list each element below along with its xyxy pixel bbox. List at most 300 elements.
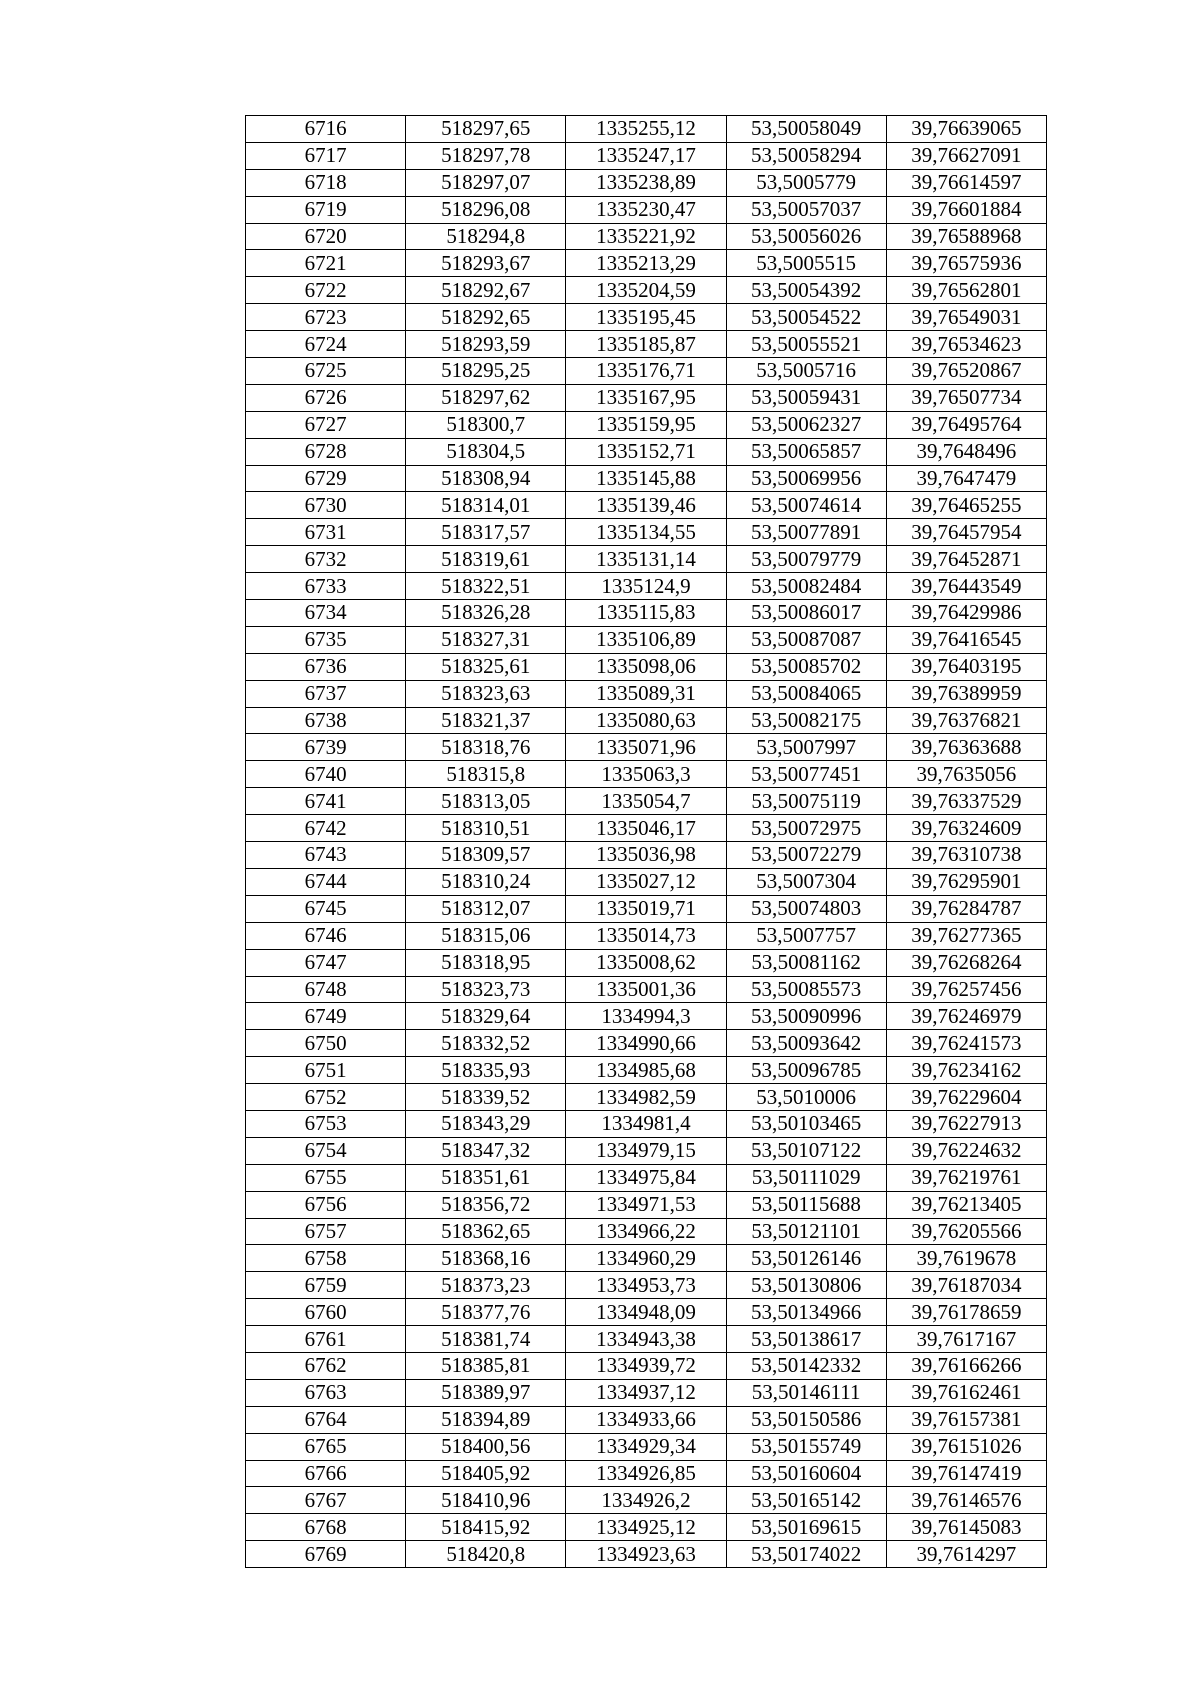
cell-longitude: 39,76178659 [886, 1299, 1046, 1326]
cell-latitude: 53,50093642 [726, 1030, 886, 1057]
cell-point-number: 6725 [246, 358, 406, 385]
cell-point-number: 6767 [246, 1487, 406, 1514]
cell-x-coordinate: 518293,59 [406, 331, 566, 358]
cell-latitude: 53,50074614 [726, 492, 886, 519]
cell-latitude: 53,50155749 [726, 1433, 886, 1460]
cell-y-coordinate: 1335080,63 [566, 707, 726, 734]
cell-x-coordinate: 518318,95 [406, 949, 566, 976]
cell-x-coordinate: 518297,07 [406, 169, 566, 196]
cell-y-coordinate: 1335027,12 [566, 868, 726, 895]
table-row [246, 492, 1047, 519]
table-row [246, 546, 1047, 573]
cell-x-coordinate: 518410,96 [406, 1487, 566, 1514]
cell-longitude: 39,76429986 [886, 600, 1046, 627]
cell-longitude: 39,76389959 [886, 680, 1046, 707]
cell-latitude: 53,50074803 [726, 895, 886, 922]
table-row [246, 815, 1047, 842]
table-row [246, 761, 1047, 788]
cell-longitude: 39,76147419 [886, 1460, 1046, 1487]
cell-latitude: 53,50065857 [726, 438, 886, 465]
cell-point-number: 6752 [246, 1084, 406, 1111]
cell-point-number: 6758 [246, 1245, 406, 1272]
cell-point-number: 6769 [246, 1541, 406, 1568]
cell-longitude: 39,76224632 [886, 1137, 1046, 1164]
cell-x-coordinate: 518323,63 [406, 680, 566, 707]
table-row [246, 626, 1047, 653]
cell-y-coordinate: 1334990,66 [566, 1030, 726, 1057]
cell-latitude: 53,50165142 [726, 1487, 886, 1514]
cell-point-number: 6744 [246, 868, 406, 895]
cell-point-number: 6765 [246, 1433, 406, 1460]
cell-x-coordinate: 518300,7 [406, 411, 566, 438]
cell-x-coordinate: 518405,92 [406, 1460, 566, 1487]
table-row [246, 1379, 1047, 1406]
cell-y-coordinate: 1335134,55 [566, 519, 726, 546]
cell-x-coordinate: 518394,89 [406, 1406, 566, 1433]
table-row [246, 1406, 1047, 1433]
cell-point-number: 6716 [246, 116, 406, 143]
cell-y-coordinate: 1335176,71 [566, 358, 726, 385]
cell-y-coordinate: 1335185,87 [566, 331, 726, 358]
cell-point-number: 6763 [246, 1379, 406, 1406]
cell-longitude: 39,76166266 [886, 1352, 1046, 1379]
cell-x-coordinate: 518315,8 [406, 761, 566, 788]
cell-longitude: 39,76229604 [886, 1084, 1046, 1111]
cell-latitude: 53,50085702 [726, 653, 886, 680]
cell-latitude: 53,50072279 [726, 842, 886, 869]
cell-x-coordinate: 518400,56 [406, 1433, 566, 1460]
cell-x-coordinate: 518343,29 [406, 1110, 566, 1137]
cell-x-coordinate: 518329,64 [406, 1003, 566, 1030]
cell-longitude: 39,76324609 [886, 815, 1046, 842]
cell-x-coordinate: 518309,57 [406, 842, 566, 869]
cell-y-coordinate: 1335098,06 [566, 653, 726, 680]
cell-latitude: 53,50142332 [726, 1352, 886, 1379]
cell-point-number: 6760 [246, 1299, 406, 1326]
table-row [246, 1487, 1047, 1514]
cell-longitude: 39,76145083 [886, 1514, 1046, 1541]
cell-latitude: 53,50057037 [726, 196, 886, 223]
cell-point-number: 6728 [246, 438, 406, 465]
cell-x-coordinate: 518339,52 [406, 1084, 566, 1111]
cell-point-number: 6721 [246, 250, 406, 277]
cell-x-coordinate: 518292,65 [406, 304, 566, 331]
cell-y-coordinate: 1335063,3 [566, 761, 726, 788]
table-row [246, 142, 1047, 169]
table-row [246, 1164, 1047, 1191]
cell-point-number: 6726 [246, 384, 406, 411]
cell-y-coordinate: 1335106,89 [566, 626, 726, 653]
table-row [246, 1514, 1047, 1541]
cell-point-number: 6734 [246, 600, 406, 627]
cell-point-number: 6753 [246, 1110, 406, 1137]
cell-latitude: 53,50169615 [726, 1514, 886, 1541]
table-row [246, 976, 1047, 1003]
table-row [246, 1299, 1047, 1326]
cell-y-coordinate: 1334971,53 [566, 1191, 726, 1218]
cell-x-coordinate: 518373,23 [406, 1272, 566, 1299]
cell-latitude: 53,5005515 [726, 250, 886, 277]
cell-point-number: 6768 [246, 1514, 406, 1541]
cell-latitude: 53,50056026 [726, 223, 886, 250]
cell-point-number: 6747 [246, 949, 406, 976]
cell-latitude: 53,50096785 [726, 1057, 886, 1084]
table-row [246, 1460, 1047, 1487]
cell-point-number: 6739 [246, 734, 406, 761]
cell-x-coordinate: 518308,94 [406, 465, 566, 492]
table-row [246, 411, 1047, 438]
cell-point-number: 6733 [246, 573, 406, 600]
cell-x-coordinate: 518294,8 [406, 223, 566, 250]
cell-point-number: 6723 [246, 304, 406, 331]
table-row [246, 600, 1047, 627]
table-row [246, 519, 1047, 546]
cell-longitude: 39,76246979 [886, 1003, 1046, 1030]
cell-latitude: 53,50126146 [726, 1245, 886, 1272]
cell-latitude: 53,50082175 [726, 707, 886, 734]
cell-y-coordinate: 1334937,12 [566, 1379, 726, 1406]
cell-latitude: 53,50054392 [726, 277, 886, 304]
cell-x-coordinate: 518304,5 [406, 438, 566, 465]
cell-latitude: 53,50055521 [726, 331, 886, 358]
cell-y-coordinate: 1335221,92 [566, 223, 726, 250]
cell-x-coordinate: 518415,92 [406, 1514, 566, 1541]
cell-x-coordinate: 518310,24 [406, 868, 566, 895]
cell-point-number: 6743 [246, 842, 406, 869]
cell-y-coordinate: 1335046,17 [566, 815, 726, 842]
cell-x-coordinate: 518356,72 [406, 1191, 566, 1218]
cell-latitude: 53,50054522 [726, 304, 886, 331]
cell-y-coordinate: 1335131,14 [566, 546, 726, 573]
cell-latitude: 53,50082484 [726, 573, 886, 600]
cell-point-number: 6724 [246, 331, 406, 358]
cell-x-coordinate: 518314,01 [406, 492, 566, 519]
cell-y-coordinate: 1335089,31 [566, 680, 726, 707]
table-row [246, 1137, 1047, 1164]
cell-latitude: 53,50107122 [726, 1137, 886, 1164]
cell-longitude: 39,76213405 [886, 1191, 1046, 1218]
cell-y-coordinate: 1335054,7 [566, 788, 726, 815]
cell-longitude: 39,76588968 [886, 223, 1046, 250]
table-row [246, 438, 1047, 465]
cell-latitude: 53,50111029 [726, 1164, 886, 1191]
cell-point-number: 6742 [246, 815, 406, 842]
cell-latitude: 53,50058049 [726, 116, 886, 143]
cell-x-coordinate: 518297,65 [406, 116, 566, 143]
cell-latitude: 53,50087087 [726, 626, 886, 653]
cell-x-coordinate: 518319,61 [406, 546, 566, 573]
cell-latitude: 53,50103465 [726, 1110, 886, 1137]
cell-point-number: 6722 [246, 277, 406, 304]
cell-point-number: 6737 [246, 680, 406, 707]
cell-x-coordinate: 518381,74 [406, 1326, 566, 1353]
cell-y-coordinate: 1335230,47 [566, 196, 726, 223]
table-row [246, 384, 1047, 411]
cell-x-coordinate: 518292,67 [406, 277, 566, 304]
cell-x-coordinate: 518368,16 [406, 1245, 566, 1272]
cell-longitude: 39,7635056 [886, 761, 1046, 788]
table-row [246, 868, 1047, 895]
cell-x-coordinate: 518296,08 [406, 196, 566, 223]
cell-latitude: 53,50146111 [726, 1379, 886, 1406]
cell-y-coordinate: 1334925,12 [566, 1514, 726, 1541]
table-row [246, 1541, 1047, 1568]
cell-longitude: 39,76376821 [886, 707, 1046, 734]
cell-x-coordinate: 518317,57 [406, 519, 566, 546]
cell-x-coordinate: 518295,25 [406, 358, 566, 385]
cell-x-coordinate: 518347,32 [406, 1137, 566, 1164]
cell-y-coordinate: 1335247,17 [566, 142, 726, 169]
cell-y-coordinate: 1335145,88 [566, 465, 726, 492]
cell-y-coordinate: 1334929,34 [566, 1433, 726, 1460]
cell-longitude: 39,7619678 [886, 1245, 1046, 1272]
table-row [246, 895, 1047, 922]
cell-y-coordinate: 1334923,63 [566, 1541, 726, 1568]
cell-y-coordinate: 1335139,46 [566, 492, 726, 519]
cell-y-coordinate: 1334979,15 [566, 1137, 726, 1164]
cell-point-number: 6764 [246, 1406, 406, 1433]
cell-longitude: 39,7614297 [886, 1541, 1046, 1568]
cell-point-number: 6757 [246, 1218, 406, 1245]
cell-latitude: 53,50062327 [726, 411, 886, 438]
cell-y-coordinate: 1334948,09 [566, 1299, 726, 1326]
cell-longitude: 39,76227913 [886, 1110, 1046, 1137]
table-row [246, 465, 1047, 492]
table-row [246, 1433, 1047, 1460]
cell-point-number: 6762 [246, 1352, 406, 1379]
cell-longitude: 39,76639065 [886, 116, 1046, 143]
cell-point-number: 6755 [246, 1164, 406, 1191]
cell-longitude: 39,76465255 [886, 492, 1046, 519]
cell-point-number: 6748 [246, 976, 406, 1003]
table-row [246, 1352, 1047, 1379]
cell-latitude: 53,50075119 [726, 788, 886, 815]
cell-longitude: 39,76601884 [886, 196, 1046, 223]
cell-latitude: 53,50085573 [726, 976, 886, 1003]
cell-latitude: 53,50086017 [726, 600, 886, 627]
cell-longitude: 39,76146576 [886, 1487, 1046, 1514]
cell-latitude: 53,50134966 [726, 1299, 886, 1326]
cell-longitude: 39,76157381 [886, 1406, 1046, 1433]
table-row [246, 358, 1047, 385]
cell-y-coordinate: 1335167,95 [566, 384, 726, 411]
cell-point-number: 6727 [246, 411, 406, 438]
cell-longitude: 39,76162461 [886, 1379, 1046, 1406]
cell-y-coordinate: 1334943,38 [566, 1326, 726, 1353]
cell-point-number: 6719 [246, 196, 406, 223]
cell-longitude: 39,76310738 [886, 842, 1046, 869]
cell-y-coordinate: 1335195,45 [566, 304, 726, 331]
cell-point-number: 6729 [246, 465, 406, 492]
cell-latitude: 53,5007304 [726, 868, 886, 895]
cell-x-coordinate: 518335,93 [406, 1057, 566, 1084]
cell-latitude: 53,5007757 [726, 922, 886, 949]
cell-point-number: 6718 [246, 169, 406, 196]
cell-point-number: 6738 [246, 707, 406, 734]
cell-y-coordinate: 1334985,68 [566, 1057, 726, 1084]
table-row [246, 1003, 1047, 1030]
cell-point-number: 6749 [246, 1003, 406, 1030]
cell-y-coordinate: 1335008,62 [566, 949, 726, 976]
cell-point-number: 6761 [246, 1326, 406, 1353]
coordinates-table-body [246, 116, 1047, 1568]
cell-longitude: 39,76520867 [886, 358, 1046, 385]
cell-x-coordinate: 518332,52 [406, 1030, 566, 1057]
cell-longitude: 39,76268264 [886, 949, 1046, 976]
cell-longitude: 39,76614597 [886, 169, 1046, 196]
cell-y-coordinate: 1335204,59 [566, 277, 726, 304]
cell-x-coordinate: 518321,37 [406, 707, 566, 734]
coordinates-table [245, 115, 1047, 1568]
cell-x-coordinate: 518293,67 [406, 250, 566, 277]
table-row [246, 1110, 1047, 1137]
table-row [246, 949, 1047, 976]
cell-longitude: 39,76234162 [886, 1057, 1046, 1084]
cell-x-coordinate: 518420,8 [406, 1541, 566, 1568]
cell-x-coordinate: 518312,07 [406, 895, 566, 922]
cell-y-coordinate: 1334982,59 [566, 1084, 726, 1111]
cell-x-coordinate: 518326,28 [406, 600, 566, 627]
cell-point-number: 6720 [246, 223, 406, 250]
cell-point-number: 6736 [246, 653, 406, 680]
cell-longitude: 39,7617167 [886, 1326, 1046, 1353]
cell-longitude: 39,76187034 [886, 1272, 1046, 1299]
cell-longitude: 39,76457954 [886, 519, 1046, 546]
cell-y-coordinate: 1335213,29 [566, 250, 726, 277]
cell-longitude: 39,76337529 [886, 788, 1046, 815]
cell-latitude: 53,5005716 [726, 358, 886, 385]
cell-latitude: 53,50059431 [726, 384, 886, 411]
cell-longitude: 39,76241573 [886, 1030, 1046, 1057]
cell-y-coordinate: 1335152,71 [566, 438, 726, 465]
table-row [246, 734, 1047, 761]
cell-longitude: 39,76295901 [886, 868, 1046, 895]
cell-x-coordinate: 518389,97 [406, 1379, 566, 1406]
table-row [246, 573, 1047, 600]
cell-y-coordinate: 1335255,12 [566, 116, 726, 143]
cell-y-coordinate: 1335124,9 [566, 573, 726, 600]
cell-latitude: 53,50081162 [726, 949, 886, 976]
cell-latitude: 53,50150586 [726, 1406, 886, 1433]
cell-longitude: 39,76219761 [886, 1164, 1046, 1191]
cell-longitude: 39,76562801 [886, 277, 1046, 304]
cell-longitude: 39,76277365 [886, 922, 1046, 949]
cell-x-coordinate: 518362,65 [406, 1218, 566, 1245]
cell-x-coordinate: 518351,61 [406, 1164, 566, 1191]
cell-point-number: 6751 [246, 1057, 406, 1084]
cell-y-coordinate: 1335115,83 [566, 600, 726, 627]
cell-y-coordinate: 1335001,36 [566, 976, 726, 1003]
cell-point-number: 6735 [246, 626, 406, 653]
cell-y-coordinate: 1334994,3 [566, 1003, 726, 1030]
cell-point-number: 6731 [246, 519, 406, 546]
cell-x-coordinate: 518318,76 [406, 734, 566, 761]
cell-y-coordinate: 1335238,89 [566, 169, 726, 196]
cell-y-coordinate: 1334933,66 [566, 1406, 726, 1433]
cell-latitude: 53,50174022 [726, 1541, 886, 1568]
cell-y-coordinate: 1334966,22 [566, 1218, 726, 1245]
cell-latitude: 53,50069956 [726, 465, 886, 492]
cell-longitude: 39,76205566 [886, 1218, 1046, 1245]
cell-latitude: 53,5010006 [726, 1084, 886, 1111]
cell-longitude: 39,76575936 [886, 250, 1046, 277]
table-row [246, 788, 1047, 815]
cell-latitude: 53,50079779 [726, 546, 886, 573]
table-row [246, 922, 1047, 949]
cell-x-coordinate: 518377,76 [406, 1299, 566, 1326]
cell-point-number: 6746 [246, 922, 406, 949]
cell-x-coordinate: 518297,62 [406, 384, 566, 411]
cell-y-coordinate: 1335036,98 [566, 842, 726, 869]
cell-longitude: 39,76443549 [886, 573, 1046, 600]
cell-latitude: 53,50072975 [726, 815, 886, 842]
cell-y-coordinate: 1335014,73 [566, 922, 726, 949]
cell-latitude: 53,50058294 [726, 142, 886, 169]
cell-latitude: 53,5005779 [726, 169, 886, 196]
table-row [246, 1326, 1047, 1353]
cell-latitude: 53,50090996 [726, 1003, 886, 1030]
table-row [246, 842, 1047, 869]
cell-longitude: 39,7648496 [886, 438, 1046, 465]
table-row [246, 680, 1047, 707]
table-row [246, 116, 1047, 143]
cell-longitude: 39,76257456 [886, 976, 1046, 1003]
cell-y-coordinate: 1335019,71 [566, 895, 726, 922]
cell-x-coordinate: 518297,78 [406, 142, 566, 169]
cell-longitude: 39,76534623 [886, 331, 1046, 358]
cell-longitude: 39,76549031 [886, 304, 1046, 331]
cell-longitude: 39,76627091 [886, 142, 1046, 169]
table-row [246, 1272, 1047, 1299]
cell-latitude: 53,50077891 [726, 519, 886, 546]
table-row [246, 653, 1047, 680]
table-row [246, 1057, 1047, 1084]
cell-longitude: 39,76403195 [886, 653, 1046, 680]
cell-point-number: 6750 [246, 1030, 406, 1057]
cell-longitude: 39,76284787 [886, 895, 1046, 922]
cell-longitude: 39,76151026 [886, 1433, 1046, 1460]
table-row [246, 1218, 1047, 1245]
cell-latitude: 53,50121101 [726, 1218, 886, 1245]
cell-point-number: 6759 [246, 1272, 406, 1299]
cell-longitude: 39,76495764 [886, 411, 1046, 438]
table-row [246, 196, 1047, 223]
cell-x-coordinate: 518310,51 [406, 815, 566, 842]
cell-point-number: 6717 [246, 142, 406, 169]
cell-y-coordinate: 1335071,96 [566, 734, 726, 761]
cell-point-number: 6766 [246, 1460, 406, 1487]
cell-x-coordinate: 518327,31 [406, 626, 566, 653]
table-row [246, 707, 1047, 734]
cell-latitude: 53,5007997 [726, 734, 886, 761]
table-row [246, 169, 1047, 196]
cell-latitude: 53,50138617 [726, 1326, 886, 1353]
cell-y-coordinate: 1334960,29 [566, 1245, 726, 1272]
cell-y-coordinate: 1334975,84 [566, 1164, 726, 1191]
table-row [246, 250, 1047, 277]
cell-x-coordinate: 518325,61 [406, 653, 566, 680]
cell-x-coordinate: 518322,51 [406, 573, 566, 600]
table-row [246, 304, 1047, 331]
cell-latitude: 53,50077451 [726, 761, 886, 788]
cell-y-coordinate: 1334953,73 [566, 1272, 726, 1299]
table-row [246, 1084, 1047, 1111]
cell-y-coordinate: 1334939,72 [566, 1352, 726, 1379]
cell-point-number: 6745 [246, 895, 406, 922]
cell-y-coordinate: 1334926,2 [566, 1487, 726, 1514]
table-row [246, 1030, 1047, 1057]
table-row [246, 223, 1047, 250]
